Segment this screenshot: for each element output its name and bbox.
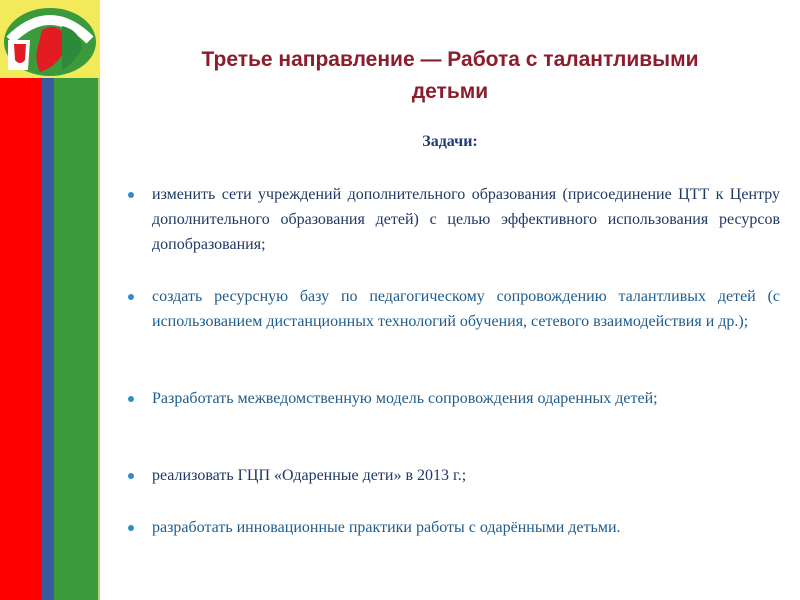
- bullet-icon: [128, 396, 134, 402]
- decorative-stripe-green: [54, 0, 98, 600]
- list-item-text: реализовать ГЦП «Одаренные дети» в 2013 г.;: [152, 467, 467, 484]
- list-item: [128, 515, 780, 540]
- bullet-icon: [128, 192, 134, 198]
- list-item-text: создать ресурсную базу по педагогическому сопровождению талантливых детей (с использованием дистанционных технологий обучения, сетевого взаимодействия и др.);: [152, 288, 780, 330]
- task-list: [128, 182, 780, 540]
- decorative-stripe-edge: [98, 0, 100, 600]
- title-line-2: детьми: [411, 80, 489, 103]
- tasks-heading: Задачи:: [422, 133, 478, 150]
- page-title: [150, 44, 750, 108]
- list-item-text: изменить сети учреждений дополнительного образования (присоединение ЦТТ к Центру дополнительного образования детей) с целью эффективного использования ресурсов допобразования;: [152, 186, 780, 253]
- list-item: [128, 463, 780, 488]
- list-item-text: разработать инновационные практики работы с одарёнными детьми.: [152, 519, 621, 536]
- list-item: [128, 182, 780, 257]
- title-line-1: Третье направление — Работа с талантливыми: [201, 48, 699, 71]
- decorative-stripe-blue: [42, 0, 54, 600]
- bullet-icon: [128, 294, 134, 300]
- bullet-icon: [128, 525, 134, 531]
- decorative-stripe-red: [0, 0, 42, 600]
- list-item-text: Разработать межведомственную модель сопровождения одаренных детей;: [152, 390, 658, 407]
- list-item: [128, 284, 780, 359]
- bullet-icon: [128, 473, 134, 479]
- list-item: [128, 386, 780, 436]
- emblem-logo: [0, 0, 100, 78]
